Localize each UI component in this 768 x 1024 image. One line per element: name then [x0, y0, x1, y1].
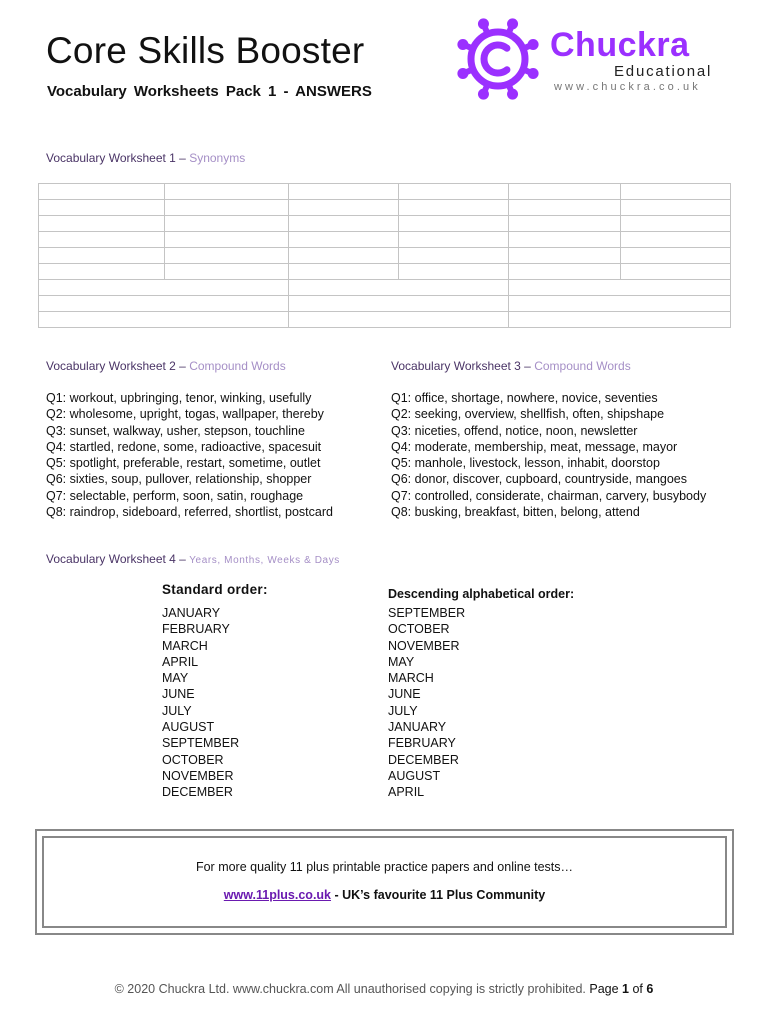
worksheet-2-heading [46, 359, 286, 373]
list-item: SEPTEMBER [388, 606, 466, 620]
worksheet-2-answers [46, 390, 333, 520]
worksheet-4-heading [46, 552, 340, 566]
page-total: 6 [646, 982, 654, 996]
list-item: OCTOBER [162, 752, 224, 767]
page-title: Core Skills Booster [46, 30, 365, 71]
worksheet-4-label: Vocabulary Worksheet 4 – [46, 552, 190, 566]
table-row [39, 296, 731, 312]
list-item: Q3: sunset, walkway, usher, stepson, touchline [46, 423, 305, 438]
list-item: NOVEMBER [162, 768, 234, 783]
list-item: Q4: startled, redone, some, radioactive, spacesuit [46, 439, 322, 454]
logo-subtitle: Educational [614, 63, 713, 80]
list-item: APRIL [162, 654, 199, 669]
list-item: JULY [388, 703, 418, 718]
list-item: Q7: selectable, perform, soon, satin, roughage [46, 488, 304, 503]
copyright-footer [0, 982, 768, 996]
worksheet-3-topic: Compound Words [534, 359, 631, 373]
page-label: Page [589, 982, 619, 996]
list-item: Q1: workout, upbringing, tenor, winking, usefully [46, 391, 312, 405]
descending-order-list [388, 605, 465, 801]
worksheet-3-heading [391, 359, 631, 373]
standard-order-list [162, 605, 239, 801]
list-item: Q1: office, shortage, nowhere, novice, seventies [391, 391, 658, 405]
list-item: Q3: niceties, offend, notice, noon, newsletter [391, 423, 638, 438]
list-item: JULY [162, 703, 192, 718]
list-item: Q5: spotlight, preferable, restart, sometime, outlet [46, 456, 321, 471]
list-item: AUGUST [162, 720, 215, 735]
promo-community-line [44, 888, 725, 902]
worksheet-1-heading [46, 151, 245, 165]
list-item: FEBRUARY [388, 736, 456, 751]
copyright-text: © 2020 Chuckra Ltd. www.chuckra.com All unauthorised copying is strictly prohibited. [114, 982, 586, 996]
table-row [39, 200, 731, 216]
list-item: Q8: busking, breakfast, bitten, belong, attend [391, 505, 640, 520]
table-row [39, 312, 731, 328]
descending-order-heading: Descending alphabetical order: [388, 587, 575, 601]
list-item: SEPTEMBER [162, 736, 240, 751]
table-row [39, 280, 731, 296]
table-row [39, 264, 731, 280]
synonyms-table [38, 183, 731, 328]
list-item: OCTOBER [388, 622, 450, 637]
list-item: MARCH [162, 638, 208, 653]
list-item: DECEMBER [162, 785, 233, 800]
list-item: FEBRUARY [162, 622, 230, 637]
table-row [39, 248, 731, 264]
worksheet-4-topic: Years, Months, Weeks & Days [189, 555, 340, 566]
promo-box [35, 829, 734, 935]
list-item: MAY [388, 654, 415, 669]
worksheet-2-topic: Compound Words [189, 359, 286, 373]
worksheet-3-label: Vocabulary Worksheet 3 – [391, 359, 535, 373]
list-item: Q6: donor, discover, cupboard, countryside, mangoes [391, 472, 688, 487]
list-item: Q2: wholesome, upright, togas, wallpaper, thereby [46, 407, 324, 422]
list-item: Q8: raindrop, sideboard, referred, shortlist, postcard [46, 505, 333, 520]
list-item: JUNE [162, 687, 195, 702]
logo-name: Chuckra [550, 26, 690, 64]
list-item: Q7: controlled, considerate, chairman, carvery, busybody [391, 488, 707, 503]
list-item: JANUARY [162, 606, 221, 620]
list-item: Q2: seeking, overview, shellfish, often, shipshape [391, 407, 665, 422]
table-row [39, 184, 731, 200]
worksheet-2-label: Vocabulary Worksheet 2 – [46, 359, 190, 373]
table-row [39, 232, 731, 248]
worksheet-1-label: Vocabulary Worksheet 1 – [46, 151, 190, 165]
page-number: 1 [622, 982, 629, 996]
worksheet-3-answers [391, 390, 706, 520]
list-item: Q5: manhole, livestock, lesson, inhabit, doorstop [391, 456, 660, 471]
promo-text: For more quality 11 plus printable practice papers and online tests… [195, 860, 574, 874]
chuckra-logo [452, 14, 742, 104]
list-item: MARCH [388, 671, 434, 686]
11plus-link[interactable]: www.11plus.co.uk [223, 888, 332, 902]
list-item: JUNE [388, 687, 421, 702]
list-item: DECEMBER [388, 752, 459, 767]
page-subtitle: Vocabulary Worksheets Pack 1 - ANSWERS [47, 83, 372, 100]
logo-url: www.chuckra.co.uk [554, 81, 701, 93]
list-item: Q4: moderate, membership, meat, message, mayor [391, 439, 678, 454]
page-indicator [589, 982, 653, 996]
list-item: Q6: sixties, soup, pullover, relationship, shopper [46, 472, 312, 487]
list-item: AUGUST [388, 768, 441, 783]
worksheet-1-topic: Synonyms [189, 151, 246, 165]
table-row [39, 216, 731, 232]
promo-community-text: - UK’s favourite 11 Plus Community [331, 888, 546, 902]
ship-wheel-icon [452, 14, 544, 104]
promo-box-inner [42, 836, 727, 928]
list-item: NOVEMBER [388, 638, 460, 653]
page-of-label: of [632, 982, 643, 996]
list-item: MAY [162, 671, 189, 686]
standard-order-heading: Standard order: [162, 582, 268, 597]
list-item: APRIL [388, 785, 425, 800]
list-item: JANUARY [388, 720, 447, 735]
